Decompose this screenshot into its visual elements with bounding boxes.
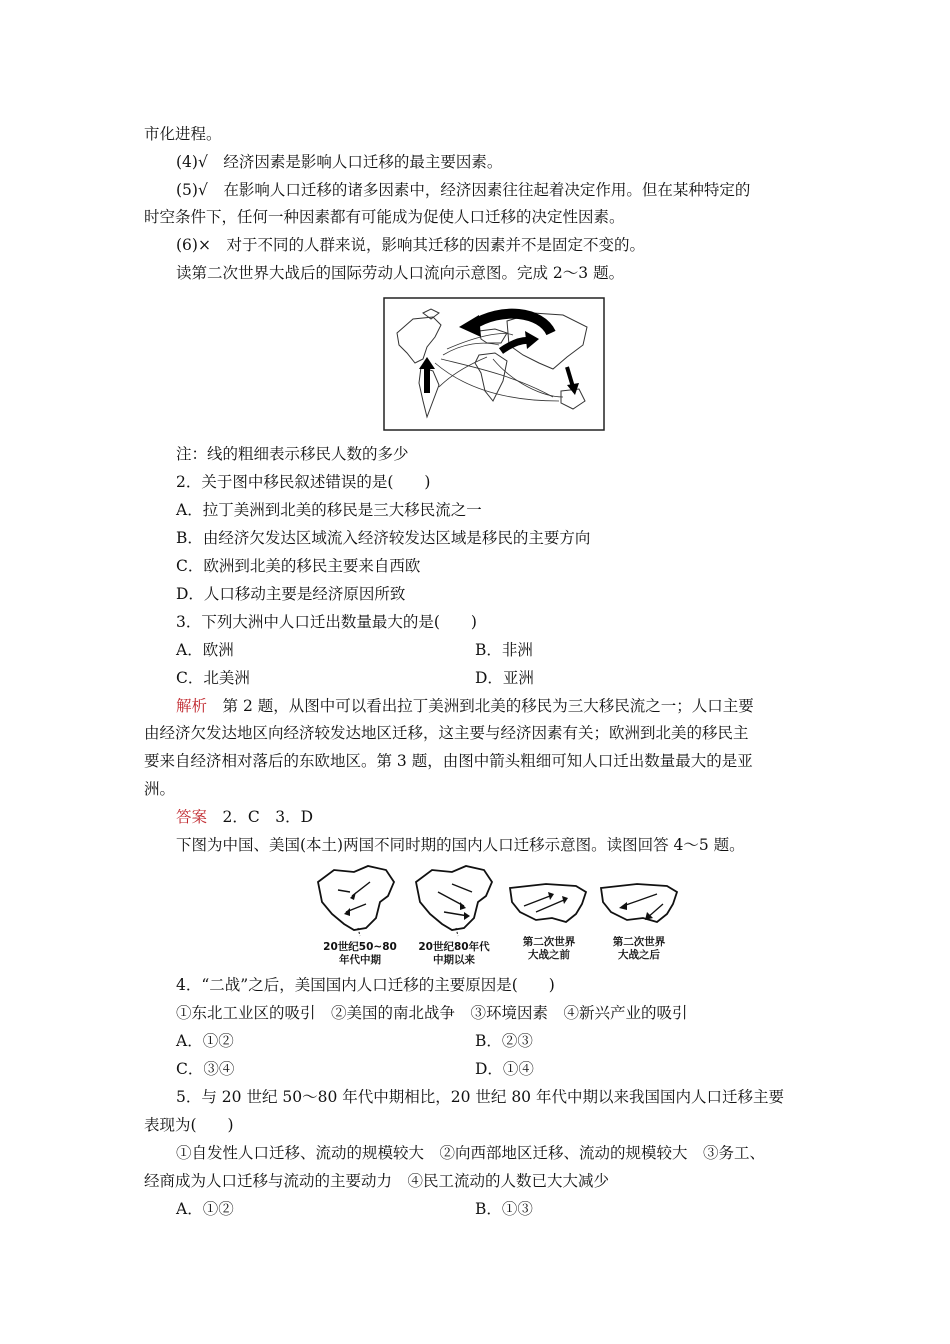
text-line: (4)√ 经济因素是影响人口迁移的最主要因素。 bbox=[176, 153, 503, 171]
question-2-stem: 2．关于图中移民叙述错误的是( ) bbox=[176, 473, 431, 491]
question-3-stem: 3．下列大洲中人口迁出数量最大的是( ) bbox=[176, 613, 477, 631]
question-2-option-b: B．由经济欠发达区域流入经济较发达区域是移民的主要方向 bbox=[176, 529, 591, 547]
text-line: (5)√ 在影响人口迁移的诸多因素中，经济因素往往起着决定作用。但在某种特定的 bbox=[176, 181, 751, 199]
answer-line: 答案 2．C 3．D bbox=[176, 808, 314, 826]
question-3-option-b: B．非洲 bbox=[475, 641, 533, 659]
question-5-choices: ①自发性人口迁移、流动的规模较大 ②向西部地区迁移、流动的规模较大 ③务工、 bbox=[176, 1144, 766, 1162]
map-caption-4: 第二次世界 大战之后 bbox=[612, 936, 666, 961]
usa-map-before-ww2 bbox=[506, 878, 592, 928]
question-2-option-d: D．人口移动主要是经济原因所致 bbox=[176, 585, 406, 603]
analysis-label: 解析 bbox=[176, 697, 208, 715]
map-caption-2: 20世纪80年代 中期以来 bbox=[418, 941, 490, 966]
question-3-option-a: A．欧洲 bbox=[176, 641, 234, 659]
analysis-line: 由经济欠发达地区向经济较发达地区迁移，这主要与经济因素有关；欧洲到北美的移民主 bbox=[144, 724, 749, 742]
map-caption-1: 20世纪50~80 年代中期 bbox=[323, 941, 397, 966]
china-map-1980s-later bbox=[408, 862, 500, 938]
question-5-stem: 5．与 20 世纪 50～80 年代中期相比，20 世纪 80 年代中期以来我国国内人口迁移主要 bbox=[176, 1088, 784, 1106]
usa-map-after-ww2 bbox=[597, 878, 683, 928]
intro-q4-5: 下图为中国、美国(本土)两国不同时期的国内人口迁移示意图。读图回答 4～5 题。 bbox=[176, 836, 745, 854]
question-4-option-a: A．①② bbox=[176, 1032, 234, 1050]
analysis-line: 解析 第 2 题，从图中可以看出拉丁美洲到北美的移民为三大移民流之一；人口主要 bbox=[176, 697, 754, 715]
question-5-option-b: B．①③ bbox=[475, 1200, 533, 1218]
answer-label: 答案 bbox=[176, 808, 208, 826]
question-5-stem: 表现为( ) bbox=[144, 1116, 234, 1134]
question-2-option-c: C．欧洲到北美的移民主要来自西欧 bbox=[176, 557, 421, 575]
question-4-choices: ①东北工业区的吸引 ②美国的南北战争 ③环境因素 ④新兴产业的吸引 bbox=[176, 1004, 688, 1022]
world-migration-map bbox=[383, 297, 605, 431]
text-line: (6)× 对于不同的人群来说，影响其迁移的因素并不是固定不变的。 bbox=[176, 236, 645, 254]
map-note: 注：线的粗细表示移民人数的多少 bbox=[176, 445, 409, 463]
question-4-option-c: C．③④ bbox=[176, 1060, 235, 1078]
question-5-option-a: A．①② bbox=[176, 1200, 234, 1218]
question-4-option-b: B．②③ bbox=[475, 1032, 533, 1050]
text-line: 时空条件下，任何一种因素都有可能成为促使人口迁移的决定性因素。 bbox=[144, 208, 625, 226]
text-line: 读第二次世界大战后的国际劳动人口流向示意图。完成 2～3 题。 bbox=[176, 264, 625, 282]
question-5-choices: 经商成为人口迁移与流动的主要动力 ④民工流动的人数已大大减少 bbox=[144, 1172, 610, 1190]
question-3-option-d: D．亚洲 bbox=[475, 669, 534, 687]
question-2-option-a: A．拉丁美洲到北美的移民是三大移民流之一 bbox=[176, 501, 482, 519]
china-map-1950s-80s bbox=[310, 862, 402, 938]
text-line: 市化进程。 bbox=[144, 125, 222, 143]
question-3-option-c: C．北美洲 bbox=[176, 669, 250, 687]
question-4-stem: 4．“二战”之后，美国国内人口迁移的主要原因是( ) bbox=[176, 976, 555, 994]
analysis-line: 要来自经济相对落后的东欧地区。第 3 题，由图中箭头粗细可知人口迁出数量最大的是亚 bbox=[144, 752, 753, 770]
map-caption-3: 第二次世界 大战之前 bbox=[522, 936, 576, 961]
analysis-line: 洲。 bbox=[144, 780, 176, 798]
question-4-option-d: D．①④ bbox=[475, 1060, 534, 1078]
